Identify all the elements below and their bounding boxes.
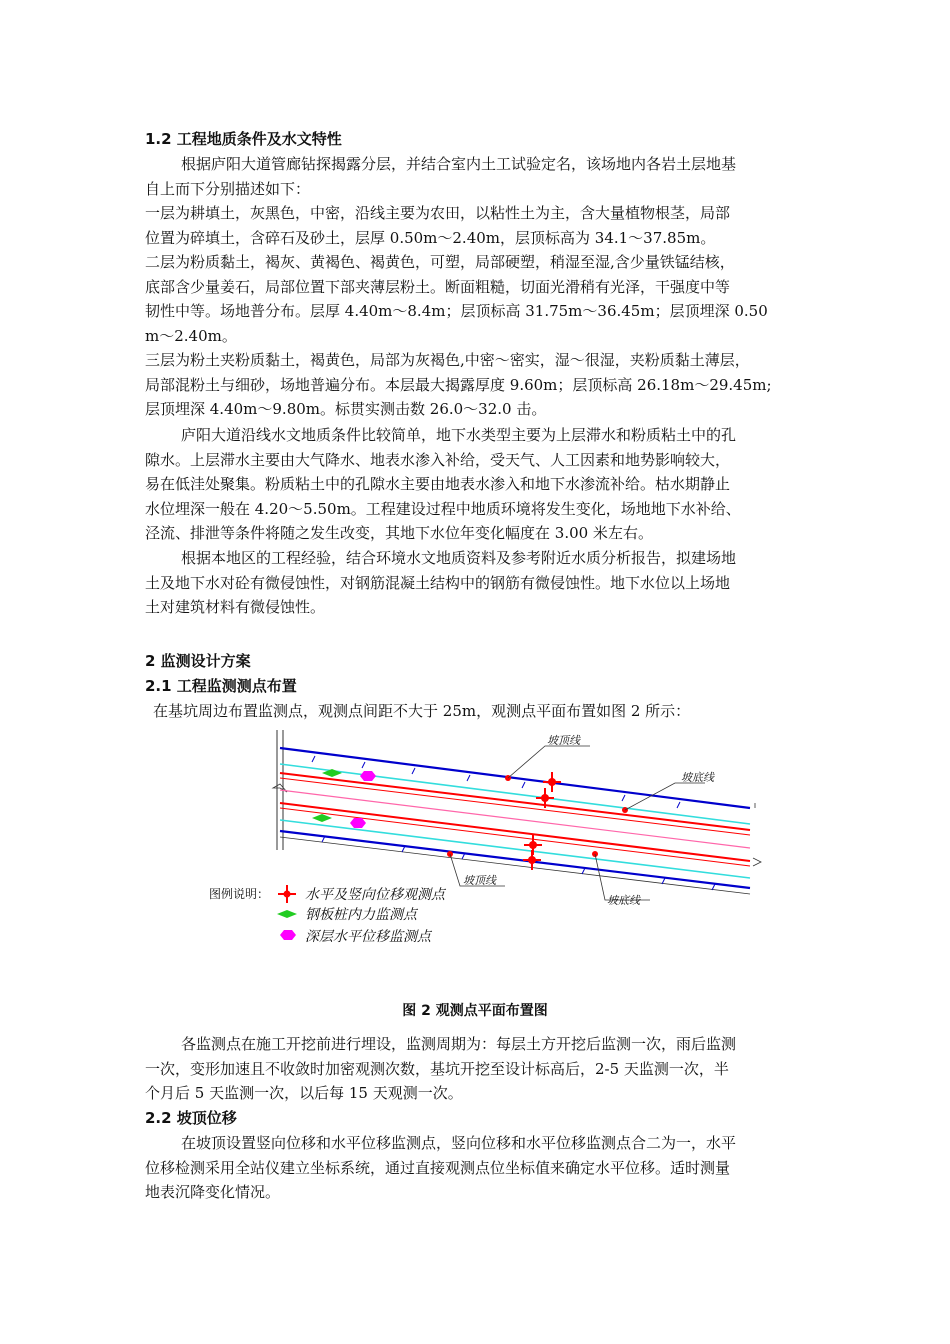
paragraph-layer-2 (145, 250, 813, 348)
text-line: 隙水。上层滞水主要由大气降水、地表水渗入补给，受天气、人工因素和地势影响较大， (145, 450, 731, 469)
magenta-hexagon-icon (280, 930, 296, 940)
section-heading-2: 2 监测设计方案 (145, 652, 251, 670)
text-line: m～2.40m。 (145, 326, 237, 345)
text-line: 位置为碎填土，含碎石及砂土，层厚 0.50m～2.40m，层顶标高为 34.1～37.85m。 (145, 228, 716, 247)
text-line: 韧性中等。场地普分布。层厚 4.40m～8.4m；层顶标高 31.75m～36.45m；层顶埋深 0.50 (145, 302, 768, 320)
monitoring-layout-figure (205, 728, 765, 950)
legend-label-sheet-pile: 钢板桩内力监测点 (305, 907, 417, 923)
label-bottom-slope-line: 坡底线 (681, 771, 714, 784)
red-upper-line-thin (280, 778, 750, 835)
cyan-line-lower (280, 820, 750, 878)
red-lower-line-thin (280, 808, 750, 866)
paragraph-corrosion (145, 546, 813, 620)
text-line: 自上而下分别描述如下： (145, 179, 311, 198)
paragraph-layer-1 (145, 201, 813, 250)
label-top-slope-line: 坡顶线 (547, 734, 580, 747)
paragraph-intro (145, 152, 813, 201)
text-line: 个月后 5 天监测一次，以后每 15 天观测一次。 (145, 1084, 463, 1102)
text-line: 根据庐阳大道管廊钻探揭露分层，并结合室内土工试验定名，该场地内各岩土层地基 (181, 155, 737, 173)
text-line: 土对建筑材料有微侵蚀性。 (145, 598, 326, 616)
break-symbol-icon (753, 858, 761, 866)
magenta-hexagon-icon (360, 771, 376, 781)
paragraph-hydrology (145, 423, 813, 546)
label-bottom-slope-line-lower: 坡底线 (607, 894, 640, 907)
legend-label-displacement: 水平及竖向位移观测点 (305, 887, 445, 903)
paragraph-layout-intro (153, 699, 821, 724)
text-line: 各监测点在施工开挖前进行埋设，监测周期为：每层土方开挖后监测一次，雨后监测 (181, 1035, 737, 1053)
leader-line (508, 746, 590, 778)
magenta-hexagon-icon (350, 818, 366, 828)
text-line: 易在低洼处聚集。粉质粘土中的孔隙水主要由地表水渗入和地下水渗流补给。枯水期静止 (145, 475, 731, 493)
text-line: 层顶埋深 4.40m～9.80m。标贯实测击数 26.0～32.0 击。 (145, 400, 547, 418)
cross-point-icon (278, 885, 296, 903)
outer-line (280, 837, 750, 894)
label-top-slope-line-lower: 坡顶线 (463, 874, 496, 887)
green-diamond-icon (277, 910, 297, 918)
text-line: 一次，变形加速且不收敛时加密观测次数，基坑开挖至设计标高后，2-5 天监测一次，半 (145, 1059, 729, 1078)
text-line: 土及地下水对砼有微侵蚀性，对钢筋混凝土结构中的钢筋有微侵蚀性。地下水位以上场地 (145, 573, 731, 592)
text-line: 一层为耕填土，灰黑色，中密，沿线主要为农田，以粘性土为主，含大量植物根茎，局部 (145, 204, 731, 222)
red-upper-line (280, 773, 750, 830)
paragraph-monitoring-cycle (145, 1032, 813, 1106)
plan-drawing (205, 728, 765, 950)
section-heading-1-2: 1.2 工程地质条件及水文特性 (145, 130, 342, 148)
paragraph-layer-3 (145, 348, 813, 422)
text-line: 水位埋深一般在 4.20～5.50m。工程建设过程中地质环境将发生变化，场地地下水补给、 (145, 499, 741, 518)
red-lower-line (280, 803, 750, 861)
text-line: 地表沉降变化情况。 (145, 1183, 281, 1201)
text-line: 二层为粉质黏土，褐灰、黄褐色、褐黄色，可塑，局部硬塑，稍湿至湿,含少量铁锰结核， (145, 253, 735, 271)
section-heading-2-1: 2.1 工程监测测点布置 (145, 677, 297, 695)
text-line: 局部混粉土与细砂，场地普遍分布。本层最大揭露厚度 9.60m；层顶标高 26.18m～29.45m; (145, 375, 772, 394)
text-line: 在基坑周边布置监测点，观测点间距不大于 25m，观测点平面布置如图 2 所示： (153, 702, 691, 720)
legend-title: 图例说明： (209, 887, 270, 901)
text-line: 底部含少量姜石，局部位置下部夹薄层粉土。断面粗糙，切面光滑稍有光泽，干强度中等 (145, 277, 731, 296)
text-line: 三层为粉土夹粉质黏土，褐黄色，局部为灰褐色,中密～密实，湿～很湿，夹粉质黏土薄层， (145, 351, 750, 369)
text-line: 庐阳大道沿线水文地质条件比较简单，地下水类型主要为上层滞水和粉质粘土中的孔 (181, 426, 737, 444)
text-line: 泾流、排泄等条件将随之发生改变，其地下水位年变化幅度在 3.00 米左右。 (145, 524, 653, 542)
text-line: 位移检测采用全站仪建立坐标系统，通过直接观测点位坐标值来确定水平位移。适时测量 (145, 1158, 731, 1177)
figure-caption: 图 2 观测点平面布置图 (402, 1003, 548, 1019)
paragraph-slope-top (145, 1131, 813, 1205)
section-heading-2-2: 2.2 坡顶位移 (145, 1109, 237, 1127)
text-line: 在坡顶设置竖向位移和水平位移监测点，竖向位移和水平位移监测点合二为一，水平 (181, 1134, 737, 1152)
green-diamond-icon (312, 814, 332, 822)
legend-label-deep-displacement: 深层水平位移监测点 (305, 929, 431, 945)
text-line: 根据本地区的工程经验，结合环境水文地质资料及参考附近水质分析报告，拟建场地 (181, 549, 737, 567)
cyan-line (280, 764, 750, 824)
